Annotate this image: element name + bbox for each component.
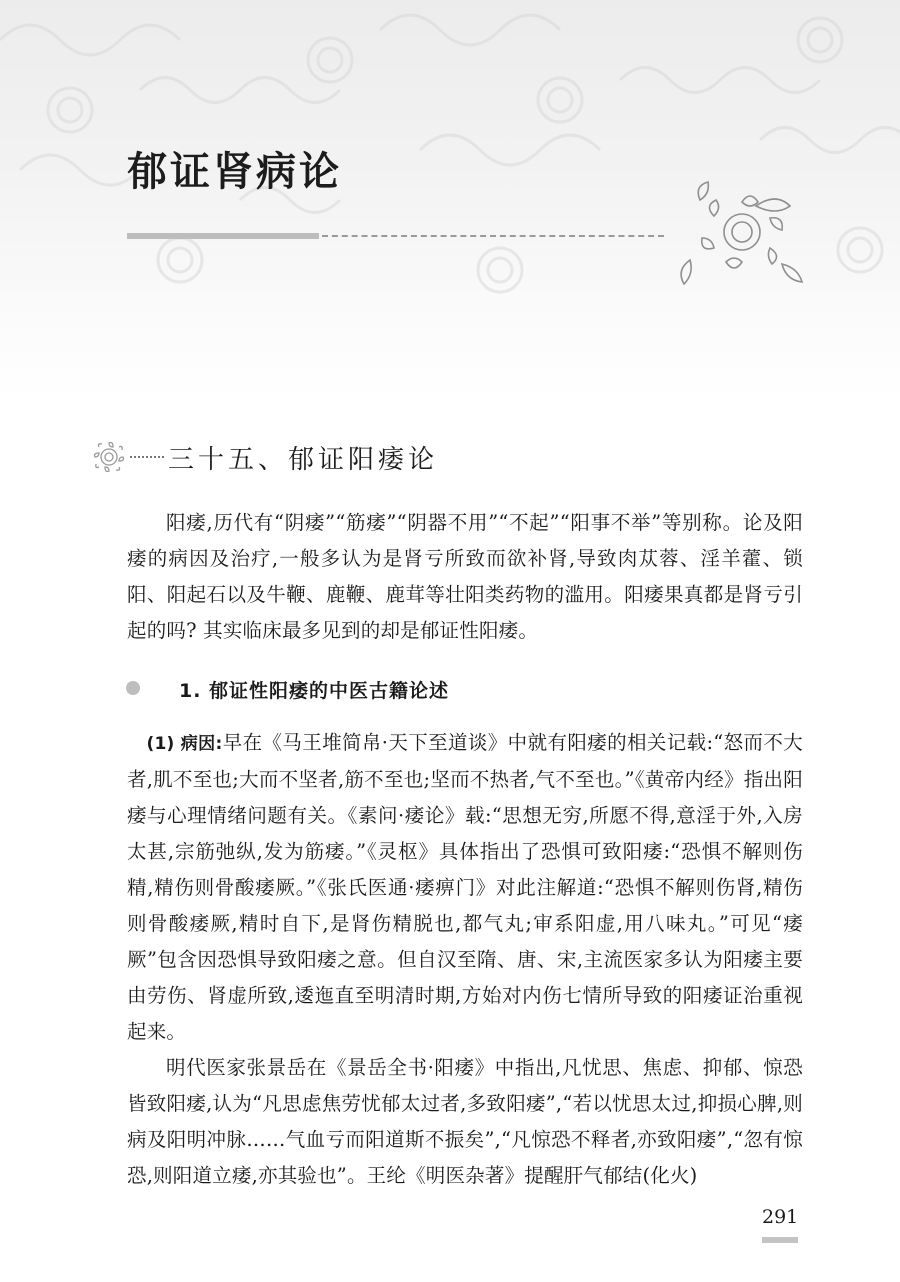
section-heading [92, 440, 438, 474]
cause-label: (1) 病因: [146, 734, 223, 754]
section-leader-dots [130, 456, 164, 458]
flower-ornament-small-icon [92, 440, 126, 474]
body-content [127, 505, 803, 1194]
subsection-heading [127, 671, 803, 707]
chapter-title: 郁证肾病论 [127, 149, 342, 195]
cause-paragraph [127, 725, 803, 1050]
ming-paragraph: 明代医家张景岳在《景岳全书·阳痿》中指出,凡忧思、焦虑、抑郁、惊恐皆致阳痿,认为“凡思虑焦劳忧郁太过者,多致阳痿”,“若以忧思太过,抑损心脾,则病及阳明冲脉……气血亏而阳道斯不振矣”,“凡惊恐不释者,亦致阳痿”,“忽有惊恐,则阳道立痿,亦其验也”。王纶《明医杂著》提醒肝气郁结(化火) [127, 1056, 803, 1187]
title-rule-dashed [322, 235, 664, 237]
flower-ornament-icon [670, 180, 810, 290]
page-number: 291 [762, 1206, 799, 1228]
section-title: 三十五、郁证阳痿论 [168, 444, 439, 475]
subsection-title: 1. 郁证性阳痿的中医古籍论述 [179, 679, 450, 702]
page-number-bar [762, 1237, 798, 1243]
cause-text: 早在《马王堆简帛·天下至道谈》中就有阳痿的相关记载:“怒而不大者,肌不至也;大而不坚者,筋不至也;坚而不热者,气不至也。”《黄帝内经》指出阳痿与心理情绪问题有关。《素问·痿论》载:“思想无穷,所愿不得,意淫于外,入房太甚,宗筋弛纵,发为筋痿。”《灵枢》具体指出了恐惧可致阳痿:“恐惧不解则伤精,精伤则骨酸痿厥。”《张氏医通·痿痹门》对此注解道:“恐惧不解则伤肾,精伤则骨酸痿厥,精时自下,是肾伤精脱也,都气丸;审系阳虚,用八味丸。”可见“痿厥”包含因恐惧导致阳痿之意。但自汉至隋、唐、宋,主流医家多认为阳痿主要由劳伤、肾虚所致,逶迤直至明清时期,方始对内伤七情所导致的阳痿证治重视起来。 [127, 731, 803, 1043]
intro-paragraph: 阳痿,历代有“阴痿”“筋痿”“阴器不用”“不起”“阳事不举”等别称。论及阳痿的病因及治疗,一般多认为是肾亏所致而欲补肾,导致肉苁蓉、淫羊藿、锁阳、阳起石以及牛鞭、鹿鞭、鹿茸等壮阳类药物的滥用。阳痿果真都是肾亏引起的吗? 其实临床最多见到的却是郁证性阳痿。 [127, 511, 803, 642]
title-rule-solid [127, 233, 319, 239]
bullet-dot-icon [126, 681, 140, 695]
